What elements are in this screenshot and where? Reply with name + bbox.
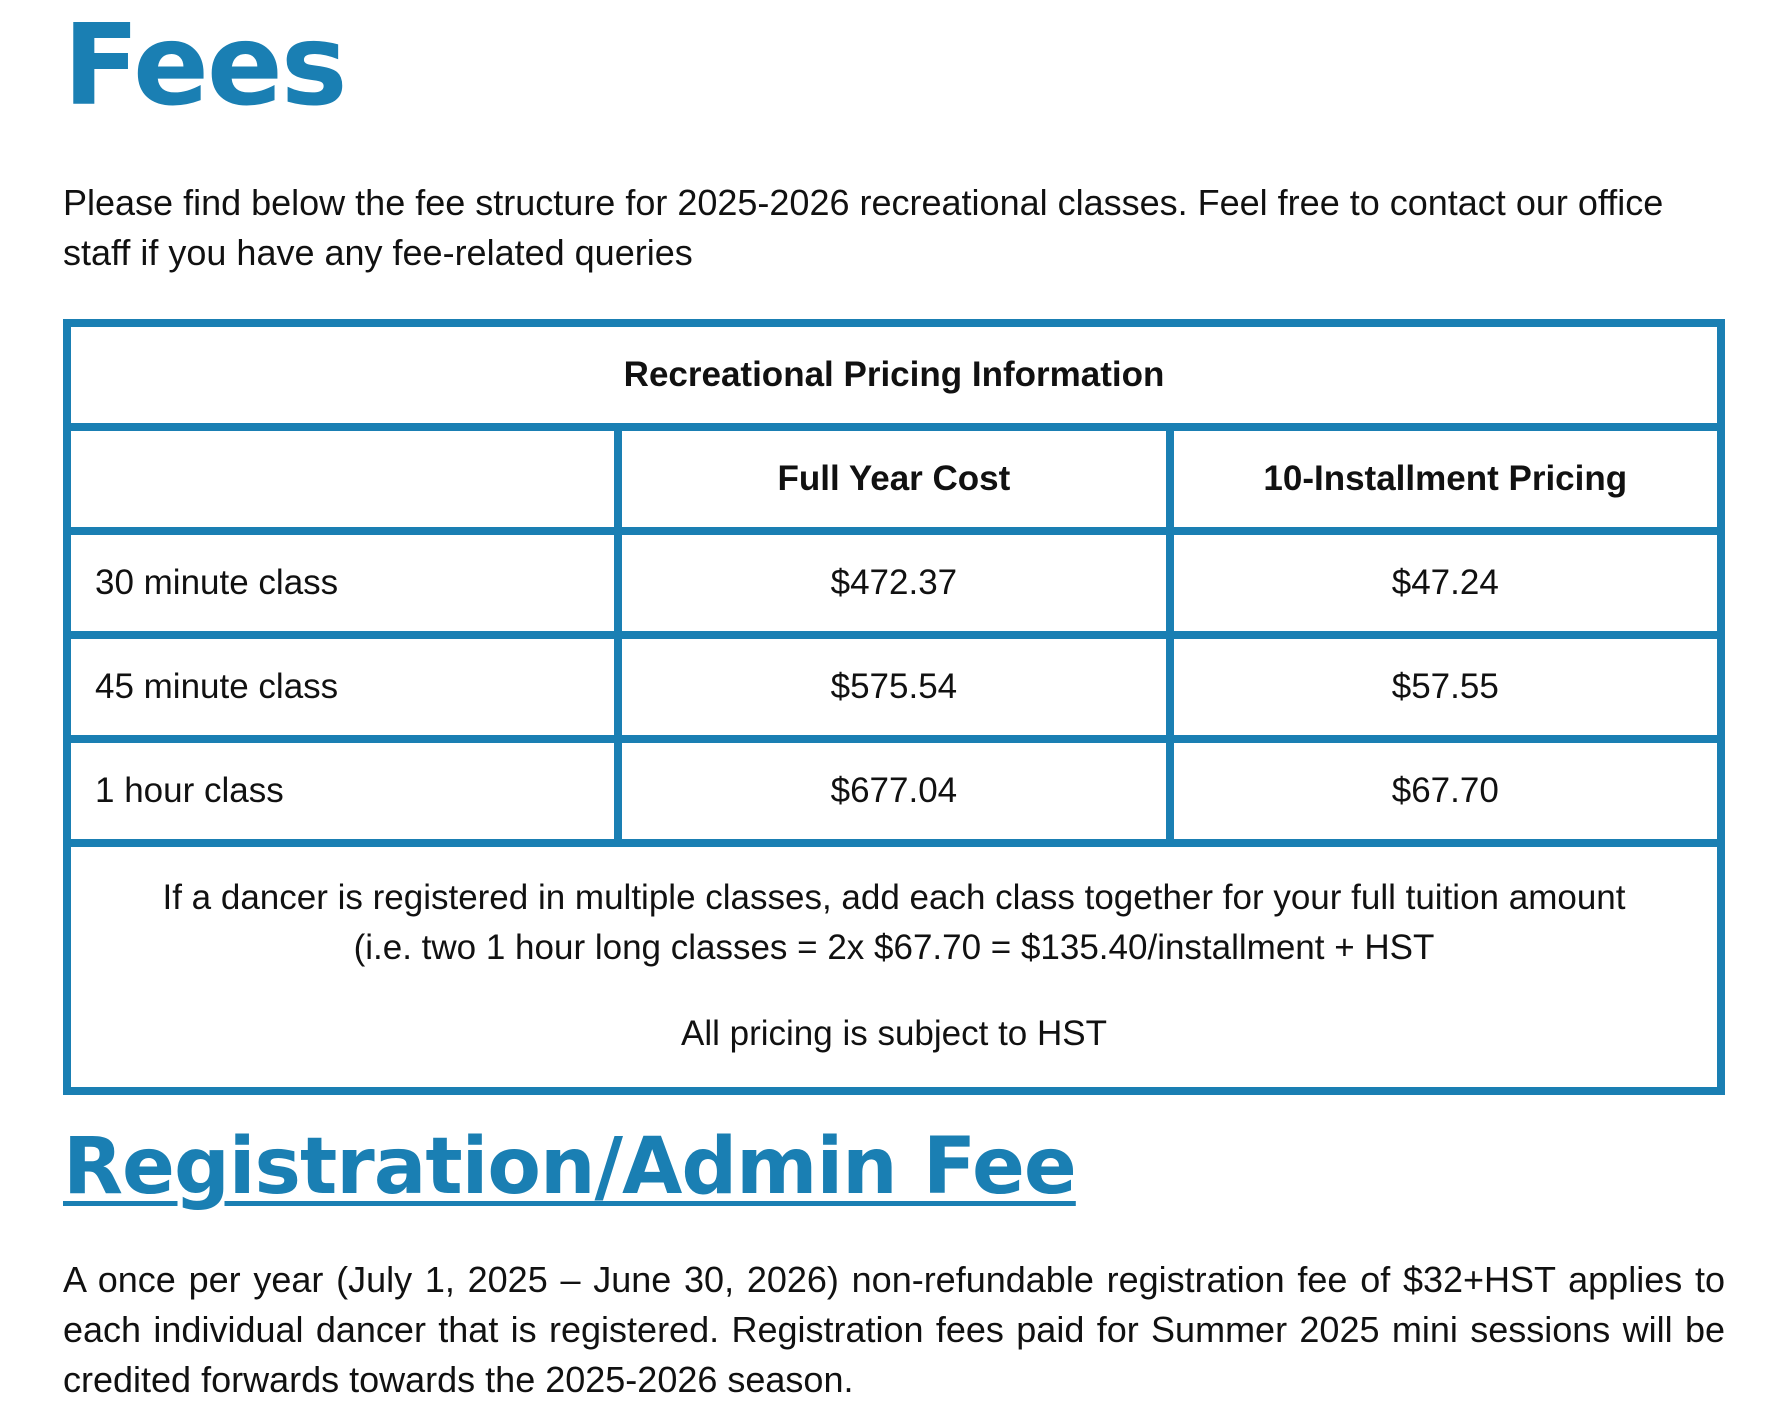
full-year-cost: $677.04 — [618, 739, 1169, 843]
full-year-cost: $472.37 — [618, 531, 1169, 635]
note-hst: All pricing is subject to HST — [681, 1014, 1107, 1053]
table-row — [67, 635, 1721, 739]
installment-cost: $47.24 — [1170, 531, 1721, 635]
note-multiple-classes: If a dancer is registered in multiple classes, add each class together for your full tuition amount — [162, 878, 1626, 917]
column-header-installment: 10-Installment Pricing — [1170, 427, 1721, 531]
table-row — [67, 531, 1721, 635]
note-spacer — [91, 973, 1697, 1009]
column-header-full-year: Full Year Cost — [618, 427, 1169, 531]
table-note-row — [67, 843, 1721, 1091]
installment-cost: $67.70 — [1170, 739, 1721, 843]
row-label: 1 hour class — [67, 739, 618, 843]
table-header-row — [67, 427, 1721, 531]
column-header-empty — [67, 427, 618, 531]
registration-text: A once per year (July 1, 2025 – June 30, 2026) non-refundable registration fee of $32+HST applies to each individual dancer that is registered. Registration fees paid for Summer 2025 mini sessions will be credited forwards towards the 2025-2026 season. — [63, 1259, 1725, 1400]
table-note — [67, 843, 1721, 1091]
installment-cost: $57.55 — [1170, 635, 1721, 739]
fees-heading: Fees — [63, 1, 346, 131]
table-row — [67, 739, 1721, 843]
pricing-table — [63, 319, 1725, 1095]
registration-heading[interactable]: Registration/Admin Fee — [63, 1122, 1076, 1212]
table-title: Recreational Pricing Information — [67, 323, 1721, 427]
row-label: 45 minute class — [67, 635, 618, 739]
row-label: 30 minute class — [67, 531, 618, 635]
full-year-cost: $575.54 — [618, 635, 1169, 739]
table-title-row — [67, 323, 1721, 427]
fees-intro-text: Please find below the fee structure for 2025-2026 recreational classes. Feel free to contact our office staff if you have any fee-related queries — [63, 182, 1664, 273]
note-example: (i.e. two 1 hour long classes = 2x $67.70 = $135.40/installment + HST — [353, 928, 1435, 967]
